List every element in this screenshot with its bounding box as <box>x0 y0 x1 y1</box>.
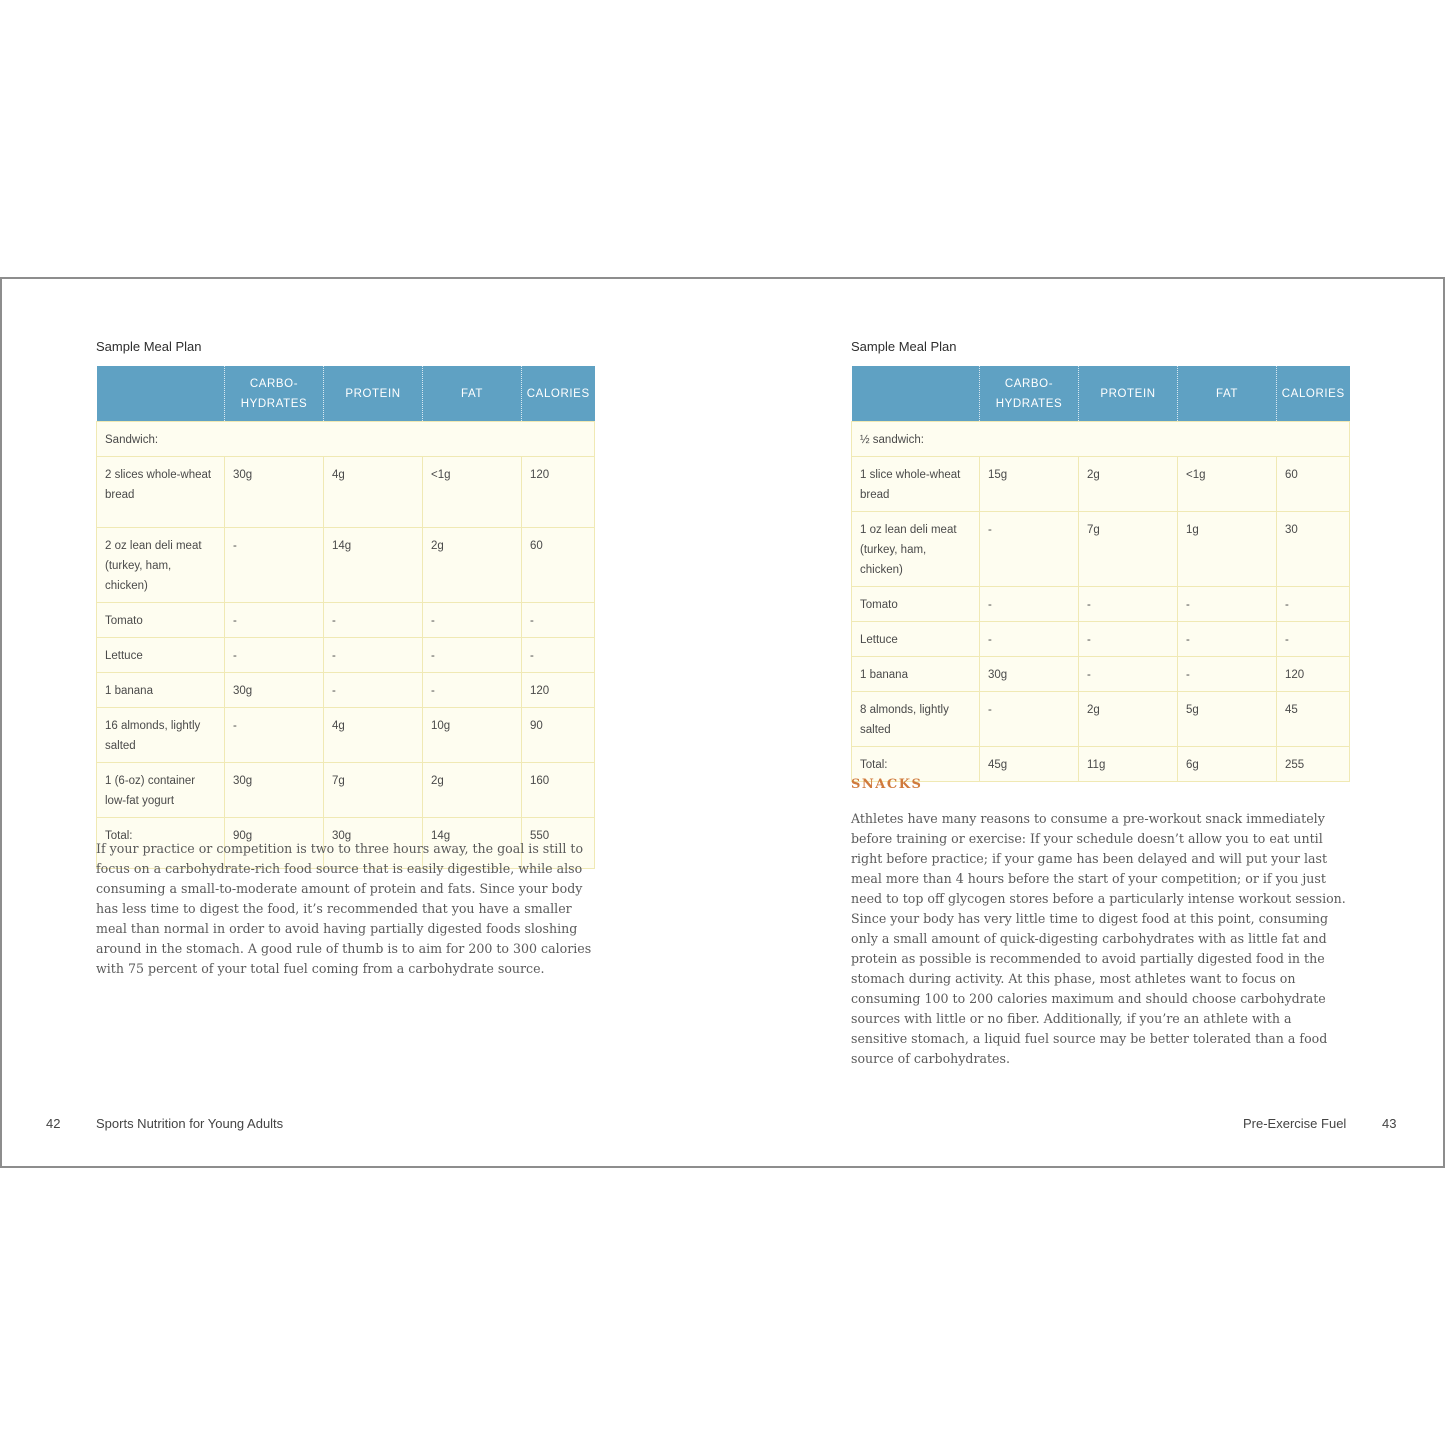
table-header-row <box>97 366 595 422</box>
table-header-row <box>852 366 1350 422</box>
food-cell: 2 oz lean deli meat (turkey, ham, chicken) <box>97 528 225 603</box>
calories-cell: - <box>1277 622 1350 657</box>
carbs-cell: - <box>225 528 324 603</box>
header-cell-fat: FAT <box>1178 366 1277 422</box>
fat-cell: 2g <box>423 763 522 818</box>
protein-cell: 7g <box>1079 512 1178 587</box>
protein-cell: 2g <box>1079 692 1178 747</box>
running-head: Sports Nutrition for Young Adults <box>96 1116 284 1131</box>
carbs-cell: - <box>225 603 324 638</box>
carbs-cell: - <box>980 587 1079 622</box>
carbs-cell: 15g <box>980 457 1079 512</box>
calories-cell: 30 <box>1277 512 1350 587</box>
protein-cell: 30g <box>324 818 423 869</box>
fat-cell: 10g <box>423 708 522 763</box>
carbs-cell: 30g <box>225 457 324 528</box>
header-cell-calories: CALORIES <box>1277 366 1350 422</box>
section-label: Sandwich: <box>97 422 595 457</box>
food-cell: 1 banana <box>852 657 980 692</box>
food-cell: 8 almonds, lightly salted <box>852 692 980 747</box>
fat-cell: 6g <box>1178 747 1277 782</box>
header-cell-calories: CALORIES <box>522 366 595 422</box>
food-cell: Tomato <box>97 603 225 638</box>
running-head: Pre-Exercise Fuel <box>1243 1116 1347 1131</box>
table-row <box>97 528 595 603</box>
protein-cell: - <box>1079 587 1178 622</box>
fat-cell: - <box>423 638 522 673</box>
protein-cell: - <box>324 638 423 673</box>
table-row <box>97 673 595 708</box>
table-row <box>97 708 595 763</box>
calories-cell: 255 <box>1277 747 1350 782</box>
table-section-row <box>852 422 1350 457</box>
food-cell: 2 slices whole-wheat bread <box>97 457 225 528</box>
fat-cell: - <box>1178 657 1277 692</box>
total-label-cell: Total: <box>97 818 225 869</box>
fat-cell: 1g <box>1178 512 1277 587</box>
protein-cell: - <box>324 673 423 708</box>
food-cell: 16 almonds, lightly salted <box>97 708 225 763</box>
fat-cell: - <box>423 603 522 638</box>
left-page <box>2 279 722 1166</box>
protein-cell: 14g <box>324 528 423 603</box>
carbs-cell: 90g <box>225 818 324 869</box>
calories-cell: 90 <box>522 708 595 763</box>
page-number: 43 <box>1382 1116 1397 1131</box>
page-number: 42 <box>46 1116 61 1131</box>
header-cell-food <box>852 366 980 422</box>
calories-cell: 120 <box>1277 657 1350 692</box>
table-row <box>852 457 1350 512</box>
table-row <box>97 457 595 528</box>
carbs-cell: - <box>980 622 1079 657</box>
header-cell-protein: PROTEIN <box>324 366 423 422</box>
carbs-cell: - <box>225 638 324 673</box>
right-page <box>722 279 1443 1166</box>
body-paragraph: If your practice or competition is two to three hours away, the goal is still to focus on a carbohydrate-rich food source that is easily digestible, while also consuming a small-to-moderate amount of protein and fats. Since your body has less time to digest the food, it’s recommended that you have a smaller meal than normal in order to avoid having partially digested foods sloshing around in the stomach. A good rule of thumb is to aim for 200 to 300 calories with 75 percent of your total fuel coming from a carbohydrate source. <box>96 841 592 976</box>
fat-cell: <1g <box>1178 457 1277 512</box>
header-cell-food <box>97 366 225 422</box>
protein-cell: - <box>1079 657 1178 692</box>
calories-cell: 120 <box>522 673 595 708</box>
table-row <box>97 603 595 638</box>
food-cell: 1 (6-oz) container low-fat yogurt <box>97 763 225 818</box>
header-cell-fat: FAT <box>423 366 522 422</box>
table-row <box>97 763 595 818</box>
header-cell-carbohydrates: CARBO- HYDRATES <box>225 366 324 422</box>
header-cell-protein: PROTEIN <box>1079 366 1178 422</box>
calories-cell: 60 <box>522 528 595 603</box>
total-label-cell: Total: <box>852 747 980 782</box>
table-row <box>852 512 1350 587</box>
protein-cell: 2g <box>1079 457 1178 512</box>
meal-plan-table <box>851 366 1350 782</box>
food-cell: 1 banana <box>97 673 225 708</box>
fat-cell: - <box>1178 587 1277 622</box>
protein-cell: - <box>1079 622 1178 657</box>
calories-cell: 120 <box>522 457 595 528</box>
carbs-cell: 30g <box>980 657 1079 692</box>
calories-cell: - <box>1277 587 1350 622</box>
table-section-row <box>97 422 595 457</box>
food-cell: Lettuce <box>97 638 225 673</box>
calories-cell: 550 <box>522 818 595 869</box>
section-heading: SNACKS <box>851 777 923 792</box>
calories-cell: 60 <box>1277 457 1350 512</box>
table-row <box>852 692 1350 747</box>
fat-cell: - <box>1178 622 1277 657</box>
fat-cell: 2g <box>423 528 522 603</box>
table-caption: Sample Meal Plan <box>96 339 202 354</box>
fat-cell: - <box>423 673 522 708</box>
protein-cell: - <box>324 603 423 638</box>
carbs-cell: - <box>980 512 1079 587</box>
calories-cell: 160 <box>522 763 595 818</box>
carbs-cell: 30g <box>225 763 324 818</box>
section-label: ½ sandwich: <box>852 422 1350 457</box>
food-cell: 1 slice whole-wheat bread <box>852 457 980 512</box>
protein-cell: 11g <box>1079 747 1178 782</box>
fat-cell: 5g <box>1178 692 1277 747</box>
food-cell: Tomato <box>852 587 980 622</box>
meal-plan-table <box>96 366 595 869</box>
table-row <box>852 587 1350 622</box>
fat-cell: 14g <box>423 818 522 869</box>
header-cell-carbohydrates: CARBO- HYDRATES <box>980 366 1079 422</box>
carbs-cell: 45g <box>980 747 1079 782</box>
table-row <box>852 622 1350 657</box>
calories-cell: 45 <box>1277 692 1350 747</box>
carbs-cell: 30g <box>225 673 324 708</box>
calories-cell: - <box>522 638 595 673</box>
book-spread <box>0 277 1445 1168</box>
protein-cell: 7g <box>324 763 423 818</box>
fat-cell: <1g <box>423 457 522 528</box>
protein-cell: 4g <box>324 708 423 763</box>
table-row <box>97 638 595 673</box>
calories-cell: - <box>522 603 595 638</box>
table-caption: Sample Meal Plan <box>851 339 957 354</box>
table-row <box>852 657 1350 692</box>
carbs-cell: - <box>980 692 1079 747</box>
body-paragraph: Athletes have many reasons to consume a pre-workout snack immediately before training or exercise: If your schedule doesn’t allow you to eat until right before practice; if your game has been delayed and will put your last meal more than 4 hours before the start of your competition; or if you just need to top off glycogen stores before a particularly intense workout session. Since your body has very little time to digest food at this point, consuming only a small amount of quick-digesting carbohydrates with as little fat and protein as possible is recommended to avoid partially digested food in the stomach during activity. At this phase, most athletes want to focus on consuming 100 to 200 calories maximum and should choose carbohydrate sources with little or no fiber. Additionally, if you’re an athlete with a sensitive stomach, a liquid fuel source may be better tolerated than a food source of carbohydrates. <box>851 811 1346 1066</box>
food-cell: Lettuce <box>852 622 980 657</box>
protein-cell: 4g <box>324 457 423 528</box>
table-total-row <box>852 747 1350 782</box>
food-cell: 1 oz lean deli meat (turkey, ham, chicken) <box>852 512 980 587</box>
carbs-cell: - <box>225 708 324 763</box>
